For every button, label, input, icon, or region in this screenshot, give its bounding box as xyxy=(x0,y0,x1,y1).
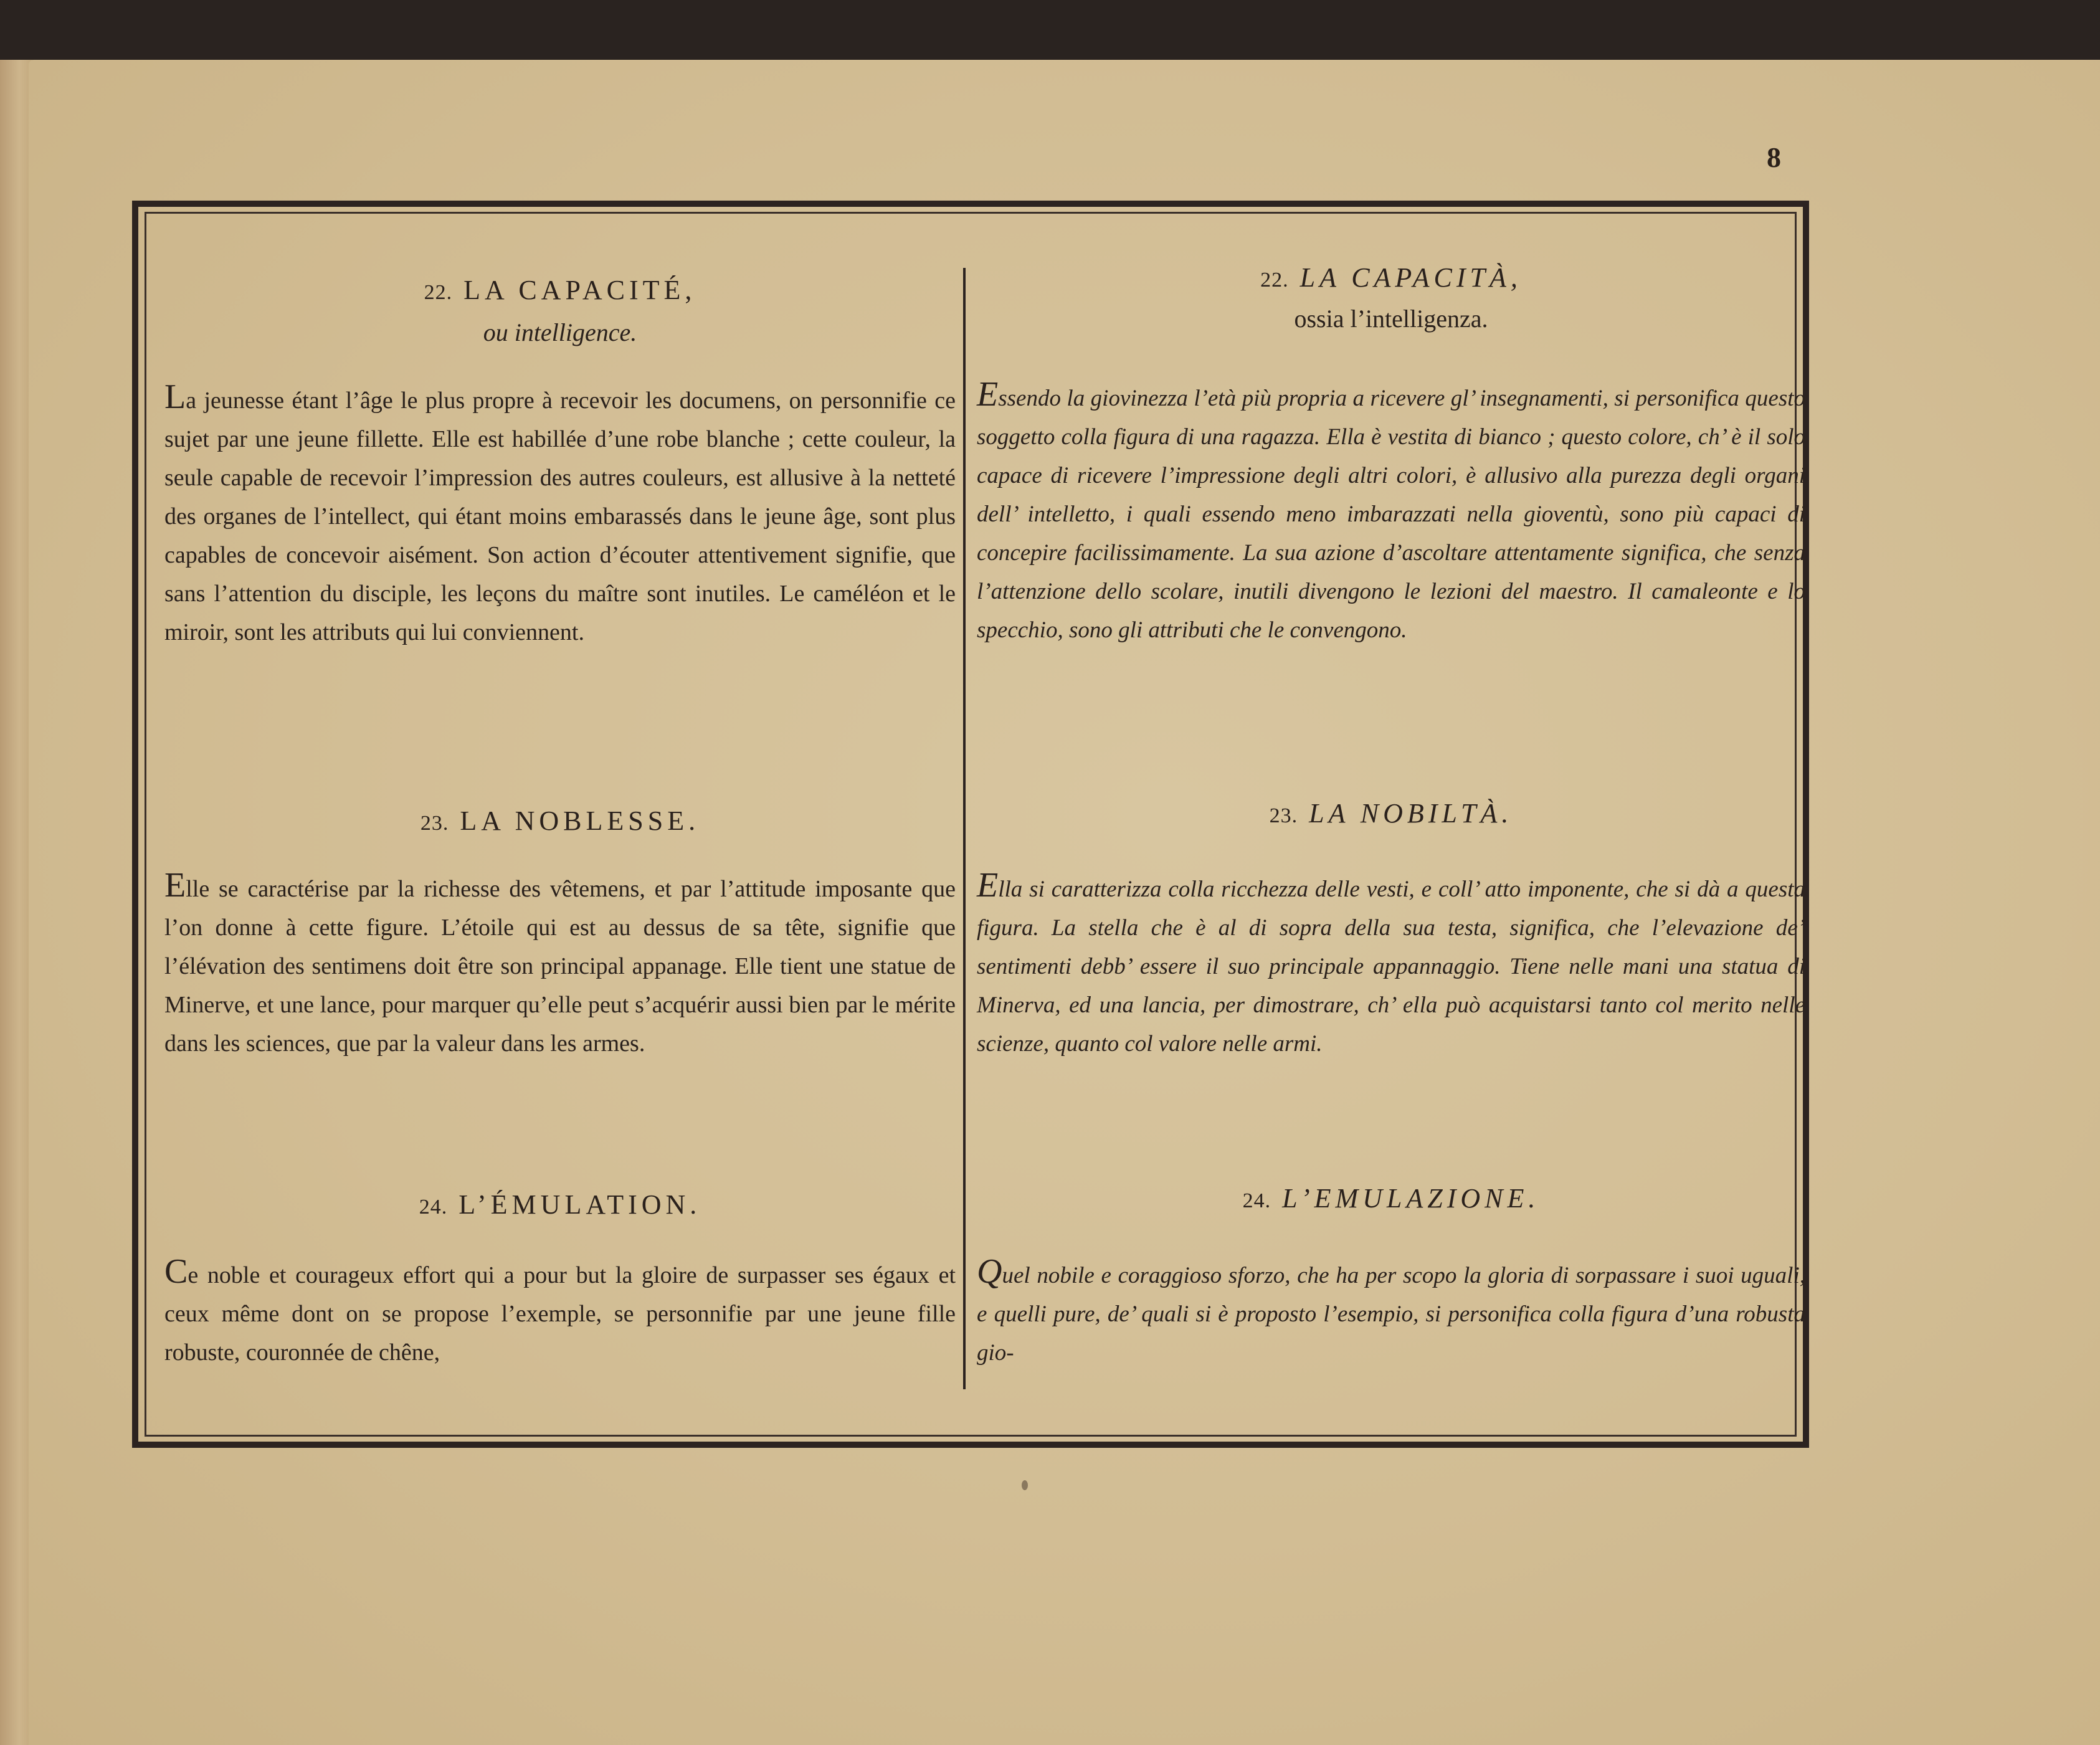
section-heading xyxy=(977,262,1805,293)
section-number: 24. xyxy=(419,1196,448,1219)
section-number: 24. xyxy=(1242,1189,1271,1212)
section-title: LA NOBLESSE. xyxy=(460,806,700,836)
section-number: 22. xyxy=(1260,269,1289,292)
section-heading xyxy=(164,1189,956,1220)
section-heading xyxy=(164,805,956,837)
section-title: LA NOBILTÀ. xyxy=(1309,798,1513,829)
section-title: L’ÉMULATION. xyxy=(458,1189,701,1220)
section-paragraph: Ce noble et courageux effort qui a pour but la gloire de surpasser ses égaux et ceux même dont on se propose l’exemple, se personnifie par une jeune fille robuste, couronnée de chêne, xyxy=(164,1252,956,1366)
section-heading xyxy=(164,274,956,306)
section-title: L’EMULAZIONE. xyxy=(1282,1183,1540,1214)
page-number: 8 xyxy=(1767,141,1781,173)
section-heading xyxy=(977,797,1805,829)
section-paragraph: Essendo la giovinezza l’età più propria a ricevere gl’ insegnamenti, si personifica questo soggetto colla figura di una ragazza. Ella è vestita di bianco ; questo colore, ch’ è il solo capace di ricevere l’impressione degli altri colori, è allusivo alla purezza degli organi dell’ intelletto, i quali essendo meno imbarazzati nella gioventù, sono più capaci di concepire facilissimamente. La sua azione d’ascoltare attentamente significa, che senza l’attenzione dello scolare, inutili divengono le lezioni del maestro. Il camaleonte e lo specchio, sono gli attributi che le convengono. xyxy=(977,375,1805,643)
section-paragraph: Quel nobile e coraggioso sforzo, che ha per scopo la gloria di sorpassare i suoi uguali, e quelli pure, de’ quali si è proposto l’esempio, si personifica colla figura d’una robusta gio- xyxy=(977,1252,1805,1366)
section-number: 23. xyxy=(1269,804,1298,827)
section-paragraph: Elle se caractérise par la richesse des vêtemens, et par l’attitude imposante que l’on donne à cette figure. L’étoile qui est au dessus de sa tête, signifie que l’élévation des sentimens doit être son principal appanage. Elle tient une statue de Minerve, et une lance, pour marquer qu’elle peut s’acquérir aussi bien par le mérite dans les sciences, que par la valeur dans les armes. xyxy=(164,866,956,1057)
ink-smudge xyxy=(1022,1480,1028,1490)
column-divider xyxy=(963,268,966,1389)
section-number: 22. xyxy=(424,281,453,304)
section-subtitle: ossia l’intelligenza. xyxy=(1294,305,1488,333)
section-title: LA CAPACITÉ, xyxy=(463,275,696,305)
section-title: LA CAPACITÀ, xyxy=(1299,262,1522,293)
section-paragraph: Ella si caratterizza colla ricchezza delle vesti, e coll’ atto imponente, che si dà a questa figura. La stella che è al di sopra della sua testa, significa, che l’elevazione de’ sentimenti debb’ essere il suo principale appannaggio. Tiene nelle mani una statua di Minerva, ed una lancia, per dimostrare, ch’ ella può acquistarsi tanto col merito nelle scienze, quanto col valore nelle armi. xyxy=(977,866,1805,1057)
section-subtitle: ou intelligence. xyxy=(483,318,637,346)
section-heading xyxy=(977,1182,1805,1214)
section-number: 23. xyxy=(420,812,449,835)
section-paragraph: La jeunesse étant l’âge le plus propre à recevoir les documens, on personnifie ce sujet par une jeune fillette. Elle est habillée d’une robe blanche ; cette couleur, la seule capable de recevoir l’impression des autres couleurs, est allusive à la netteté des organes de l’intellect, qui étant moins embarassés dans le jeune âge, sont plus capables de concevoir aisément. Son action d’écouter attentivement signifie, que sans l’attention du disciple, les leçons du maître sont inutiles. Le caméléon et le miroir, sont les attributs qui lui conviennent. xyxy=(164,378,956,645)
